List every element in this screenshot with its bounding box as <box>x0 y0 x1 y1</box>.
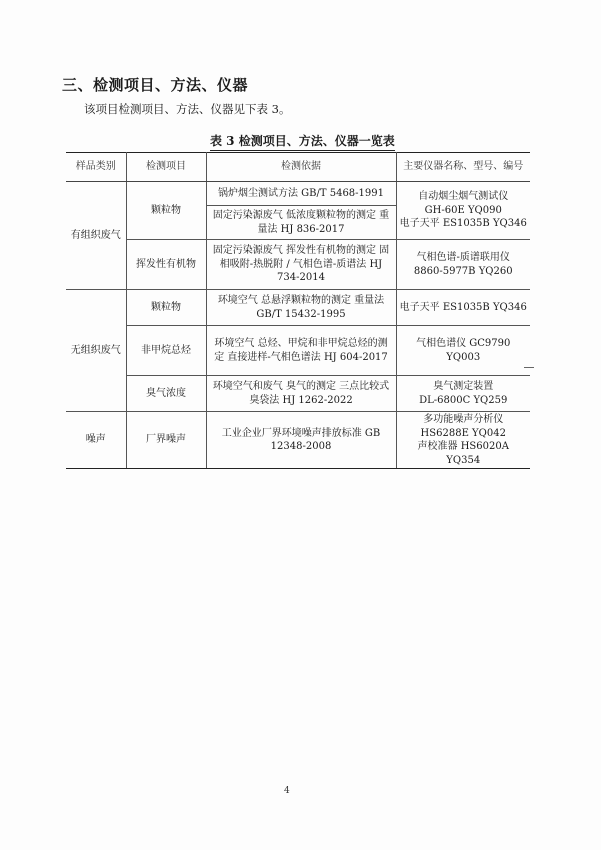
instrument-cell <box>396 182 530 240</box>
page-number: 4 <box>284 786 290 796</box>
instrument-line: 自动烟尘烟气测试仪 <box>418 191 509 203</box>
item-cell: 颗粒物 <box>126 290 206 326</box>
table-row <box>66 290 530 326</box>
instrument-line: DL-6800C YQ259 <box>419 394 508 406</box>
item-cell: 非甲烷总烃 <box>126 326 206 376</box>
instrument-cell: 电子天平 ES1035B YQ346 <box>396 290 530 326</box>
methods-table <box>66 152 530 469</box>
instrument-line: 气相色谱-质谱联用仪 <box>416 252 510 263</box>
instrument-cell <box>396 412 530 469</box>
basis-cell: 工业企业厂界环境噪声排放标准 GB 12348-2008 <box>206 412 396 469</box>
section-title: 三、检测项目、方法、仪器 <box>62 76 249 94</box>
instrument-line: GH-60E YQ090 <box>424 204 502 216</box>
category-cell: 有组织废气 <box>66 182 126 290</box>
table-row <box>66 326 530 376</box>
instrument-line: HS6288E YQ042 <box>420 427 506 439</box>
table-row <box>66 182 530 206</box>
item-cell: 厂界噪声 <box>126 412 206 469</box>
intro-paragraph: 该项目检测项目、方法、仪器见下表 3。 <box>84 102 291 116</box>
table-row <box>66 412 530 469</box>
instrument-line: 8860-5977B YQ260 <box>413 265 513 277</box>
basis-cell: 锅炉烟尘测试方法 GB/T 5468-1991 <box>206 182 396 206</box>
instrument-line: 电子天平 ES1035B YQ346 <box>399 218 527 230</box>
table-caption: 表 3 检测项目、方法、仪器一览表 <box>210 132 395 151</box>
category-cell: 噪声 <box>66 412 126 469</box>
instrument-cell: 气相色谱仪 GC9790 YQ003 <box>396 326 530 376</box>
basis-cell: 环境空气 总悬浮颗粒物的测定 重量法 GB/T 15432-1995 <box>206 290 396 326</box>
header-instruments: 主要仪器名称、型号、编号 <box>396 153 530 182</box>
basis-cell: 固定污染源废气 挥发性有机物的测定 固相吸附-热脱附 / 气相色谱-质谱法 HJ 734-2014 <box>206 240 396 290</box>
instrument-line: 多功能噪声分析仪 <box>423 414 504 425</box>
instrument-line: 臭气测定装置 <box>433 381 494 392</box>
scan-mark <box>524 367 534 368</box>
item-cell: 臭气浓度 <box>126 376 206 412</box>
header-test-item: 检测项目 <box>126 153 206 182</box>
header-test-basis: 检测依据 <box>206 153 396 182</box>
category-cell: 无组织废气 <box>66 290 126 412</box>
table-row <box>66 240 530 290</box>
header-sample-category: 样品类别 <box>66 153 126 182</box>
item-cell: 挥发性有机物 <box>126 240 206 290</box>
table-row <box>66 376 530 412</box>
basis-cell: 环境空气和废气 臭气的测定 三点比较式臭袋法 HJ 1262-2022 <box>206 376 396 412</box>
instrument-line: 声校准器 HS6020A YQ354 <box>417 441 509 466</box>
instrument-cell <box>396 376 530 412</box>
table-header-row <box>66 153 530 182</box>
item-cell: 颗粒物 <box>126 182 206 240</box>
basis-cell: 固定污染源废气 低浓度颗粒物的测定 重量法 HJ 836-2017 <box>206 206 396 240</box>
basis-cell: 环境空气 总烃、甲烷和非甲烷总烃的测定 直接进样-气相色谱法 HJ 604-2017 <box>206 326 396 376</box>
instrument-cell <box>396 240 530 290</box>
